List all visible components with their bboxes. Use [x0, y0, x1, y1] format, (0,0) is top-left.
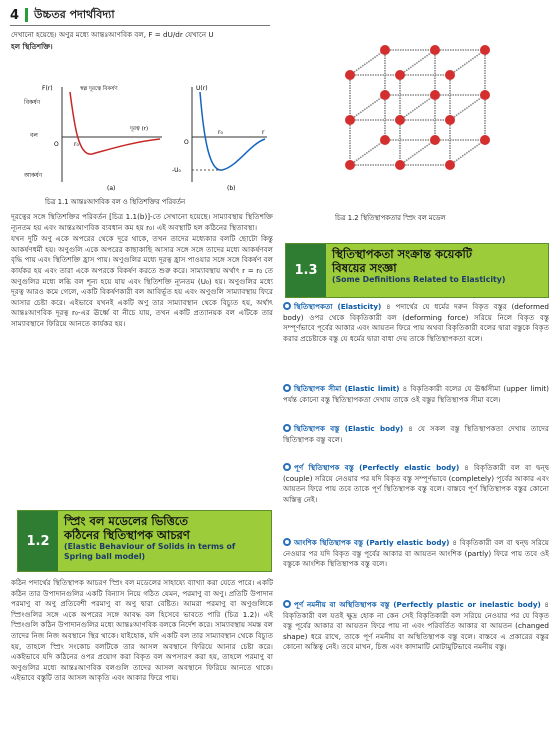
left-body: [11, 212, 273, 331]
fig-b-label: (b): [227, 185, 236, 192]
section-number: 1.2: [18, 511, 58, 571]
left-bottom-text: [11, 578, 273, 685]
fig-b-r0: r₀: [218, 129, 223, 136]
page-header: [10, 6, 115, 24]
section-1-3-heading: [285, 243, 549, 298]
fig-b-origin: O: [184, 139, 189, 146]
para-1: দূরত্বের সঙ্গে স্থিতিশক্তির পরিবর্তন [চিত্র 1.1(b)]-তে সেখানো হয়েছে। সাম্যাবস্থায় স্থিতিশক্তি ন্যূনতম হয় এবং আন্তঃআণবিক ব্যবধান কম হয় r₀। এই অবস্থাটি হল কঠিনের স্থিতাবস্থা।: [11, 212, 273, 232]
bullet-icon: [283, 538, 291, 546]
fig1-caption: চিত্র 1.1 আন্তঃআণবিক বল ও স্থিতিশক্তির পরিবর্তন: [45, 198, 186, 206]
bullet-icon: [283, 384, 291, 392]
section-title-line1: স্প্রিং বল মডেলের ভিত্তিতে: [64, 514, 189, 528]
definition-perfectly-elastic: পূর্ণ স্থিতিস্থাপক বস্তু (Perfectly elastic body) ৪ বিকৃতিকারী বল বা দ্বন্দ্ব (couple) সরিয়ে নেওয়ার পর যদি বিকৃত বস্তু সম্পূর্ণভাবে (completely) পূর্বের আকার এবং আয়তন ফিরে পায় তবে তাকে পূর্ণ স্থিতিস্থাপক বস্তু বলে। বাস্তবে পূর্ণ স্থিতিস্থাপক বস্তুর কোনো অস্তিত্ব নেই।: [283, 463, 549, 504]
graph-a: [23, 85, 162, 192]
fig-a-force: বল: [30, 132, 38, 139]
bullet-icon: [283, 424, 291, 432]
section-title-line2: বিষয়ের সংজ্ঞা: [332, 261, 397, 275]
fig-a-subtitle: স্বল্প দূরত্বে বিকর্ষণ: [80, 86, 118, 92]
section-title-line1: স্থিতিস্থাপকতা সংক্রান্ত কয়েকটি: [332, 247, 473, 261]
intro-text: [11, 30, 273, 53]
fig-a-ylabel: F(r): [42, 85, 53, 92]
fig-a-r0: r₀: [74, 141, 79, 148]
section-subtitle-line2: Spring ball model): [64, 552, 146, 561]
fig-a-origin: O: [54, 141, 59, 148]
fig-a-dist: দূরত্ব (r): [130, 126, 149, 132]
definition-elasticity: স্থিতিস্থাপকতা (Elasticity) ৪ পদার্থের যে ধর্মের দরুন বিকৃত বস্তুর (deformed body) ওপর থেকে বিকৃতিকারী বল (deforming force) সরিয়ে নিলে বিকৃত বস্তু সম্পূর্ণভাবে পূর্বের আকার এবং আয়তন ফিরে পায় অথবা বিকৃতিকারী বলের দ্বারা বস্তুকে বিকৃত করার প্রচেষ্টাকে বস্তু যে ধর্মের দ্বারা বাধা দেয় তাকে স্থিতিস্থাপকতা বলে।: [283, 302, 549, 343]
book-title: উচ্চতর পদার্থবিদ্যা: [34, 7, 115, 21]
page-number: 4: [10, 7, 20, 23]
para-3: কঠিন পদার্থের স্থিতিস্থাপক আচরণ স্প্রিং বল মডেলের সাহায্যে ব্যাখ্যা করা যেতে পারে। একটি কঠিন তার উপাদানগুলির একটি বিন্যাস নিয়ে গঠিত যেমন, পরমাণু বা অণু। প্রতিটি উপাদান পরমাণু বা অণু প্রতিবেশী পরমাণু বা অণু দ্বারা বেষ্টিত। আমরা পরমাণু বা অণুগুলিকে স্প্রিংগুলির সঙ্গে একে অপরের সঙ্গে আবদ্ধ বল হিসেবে ভাবতে পারি (চিত্র 1.2)। এই স্প্রিংগুলি কঠিন উপাদানগুলির মধ্যে আন্তঃআণবিক বলকে নির্দেশ করে। সাম্যাবস্থায় সমস্ত বল তাদের নিজ নিজ অবস্থানে স্থির থাকে। যাইহোক, যদি একটি বল তার সাম্যাবস্থান থেকে বিচ্যুত হয়, তাহলে স্প্রিং সংকোচ বলটিকে তার আসল অবস্থানে ফিরিয়ে আনার চেষ্টা করে। একইভাবে যদি কঠিনের ওপর প্রয়োগ করা বিকৃত বল অপসারণ করা হয়, তাহলে পরমাণু বা অণুগুলির মধ্যে আন্তঃআণবিক বলগুলি তাদের আসল অবস্থানে ফিরিয়ে আনতে থাকে। এইভাবে বস্তুটি তার আসল আকৃতি এবং আকার ফিরে পায়।: [11, 578, 273, 683]
fig-a-repl: আকর্ষণ: [24, 172, 43, 179]
header-rule: [10, 25, 270, 26]
fig-b-r: r: [262, 129, 265, 136]
section-subtitle: (Some Definitions Related to Elasticity): [332, 275, 506, 284]
intro-line-1: দেখানো হয়েছে। অণুর মধ্যে আন্তঃআণবিক বল, F = dU/dr যেখানে U: [11, 30, 214, 39]
fig-a-label: (a): [107, 185, 116, 192]
definition-elastic-body: স্থিতিস্থাপক বস্তু (Elastic body) ৪ যে সকল বস্তু স্থিতিস্থাপকতা দেখায় তাদের স্থিতিস্থাপক বস্তু বলে।: [283, 424, 549, 444]
fig-b-ylabel: U(r): [196, 85, 208, 92]
force-potential-figure: [22, 82, 272, 192]
fig-b-u0: -U₀: [172, 167, 181, 174]
para-2: যখন দুটি অণু একে অপরের থেকে দূরে থাকে, তখন তাদের মধ্যেকার বলটি ছোটো কিন্তু আকর্ষণধর্মী হয়। অণুগুলি একে অপরের কাছাকাছি আসার সঙ্গে সঙ্গে তাদের মধ্যে আকর্ষণবল বৃদ্ধি পায় এবং স্থিতিশক্তি হ্রাস পায়। অণুগুলির মধ্যে দূরত্ব হ্রাস পাওয়ার সঙ্গে সঙ্গে বিকর্ষণ বল কার্যকর হয় এবং তারা একে অপরকে বিকর্ষণ করতে শুরু করে। সাম্যাবস্থায় অর্থাৎ r = r₀ তে অণুগুলির মধ্যে লব্ধি বল শূন্য হয়ে যায় এবং স্থিতিশক্তি ন্যূনতম (U₀) হয়। অণুগুলির মধ্যে দূরত্ব আরও কমে গেলে, একটি বিকর্ষণকারী বল আবির্ভূত হয় এবং অণুগুলি সাম্যাবস্থায় ফিরে আসার চেষ্টা করে। এইভাবে যখনই একটি অণু তার সাম্যাবস্থান থেকে বিচ্যুত হয়, অর্থাৎ আন্তঃআণবিক দূরত্ব r₀-এর ঊর্ধ্বে বা নীচে যায়, তখন একটি প্রত্যানয়ক বল এটিকে তার সাম্যাবস্থানে ফিরিয়ে আনতে কার্যকর হয়।: [11, 234, 273, 328]
bullet-icon: [283, 600, 291, 608]
fig2-caption: চিত্র 1.2 স্থিতিস্থাপকতার স্প্রিং বল মডেল: [335, 214, 446, 222]
bullet-icon: [283, 463, 291, 471]
section-subtitle-line1: (Elastic Behaviour of Solids in terms of: [64, 542, 236, 551]
header-divider: [25, 8, 28, 22]
definition-elastic-limit: স্থিতিস্থাপক সীমা (Elastic limit) ৪ বিকৃতিকারী বলের যে ঊর্ধ্বসীমা (upper limit) পর্যন্ত কোনো বস্তু স্থিতিস্থাপকতা দেখায় তাকে ওই বস্তুর স্থিতিস্থাপক সীমা বলে।: [283, 384, 549, 404]
section-title-line2: কঠিনের স্থিতিস্থাপক আচরণ: [64, 528, 190, 542]
spring-ball-model-figure: [330, 40, 505, 200]
intro-line-2: হল স্থিতিশক্তি।: [11, 41, 53, 51]
definition-partly-elastic: আংশিক স্থিতিস্থাপক বস্তু (Partly elastic body) ৪ বিকৃতিকারী বল বা দ্বন্দ্ব সরিয়ে নেওয়ার পর যদি বিকৃত বস্তু পূর্বের আকার বা আয়তন আংশিক (partly) ফিরে পায় তবে ওই বস্তুকে আংশিক স্থিতিস্থাপক বস্তু বলে।: [283, 538, 549, 569]
definition-perfectly-plastic: পূর্ণ নমনীয় বা অস্থিতিস্থাপক বস্তু (Perfectly plastic or inelastic body) ৪ বিকৃতিকারী বল যতই ক্ষুদ্র হোক না কেন সেই বিকৃতিকারী বল সরিয়ে নেওয়ার পর যে বিকৃত বস্তু পূর্বের আকার বা আয়তন ফিরে পায় না এবং পরিবর্তিত আকার বা আয়তন (changed shape) ধরে রাখে, তাকে পূর্ণ নমনীয় বা অস্থিতিস্থাপক বস্তু বলে। বাস্তবে এ প্রকারের বস্তুর কোনো অস্তিত্ব নেই। তবে মাখন, চিজ এবং কাদামাটি মোটামুটিভাবে নমনীয় বস্তু।: [283, 600, 549, 652]
graph-b: [172, 85, 267, 192]
section-1-2-heading: [17, 510, 272, 572]
bullet-icon: [283, 302, 291, 310]
section-number: 1.3: [286, 244, 326, 297]
fig-a-attr: বিকর্ষণ: [24, 99, 41, 106]
